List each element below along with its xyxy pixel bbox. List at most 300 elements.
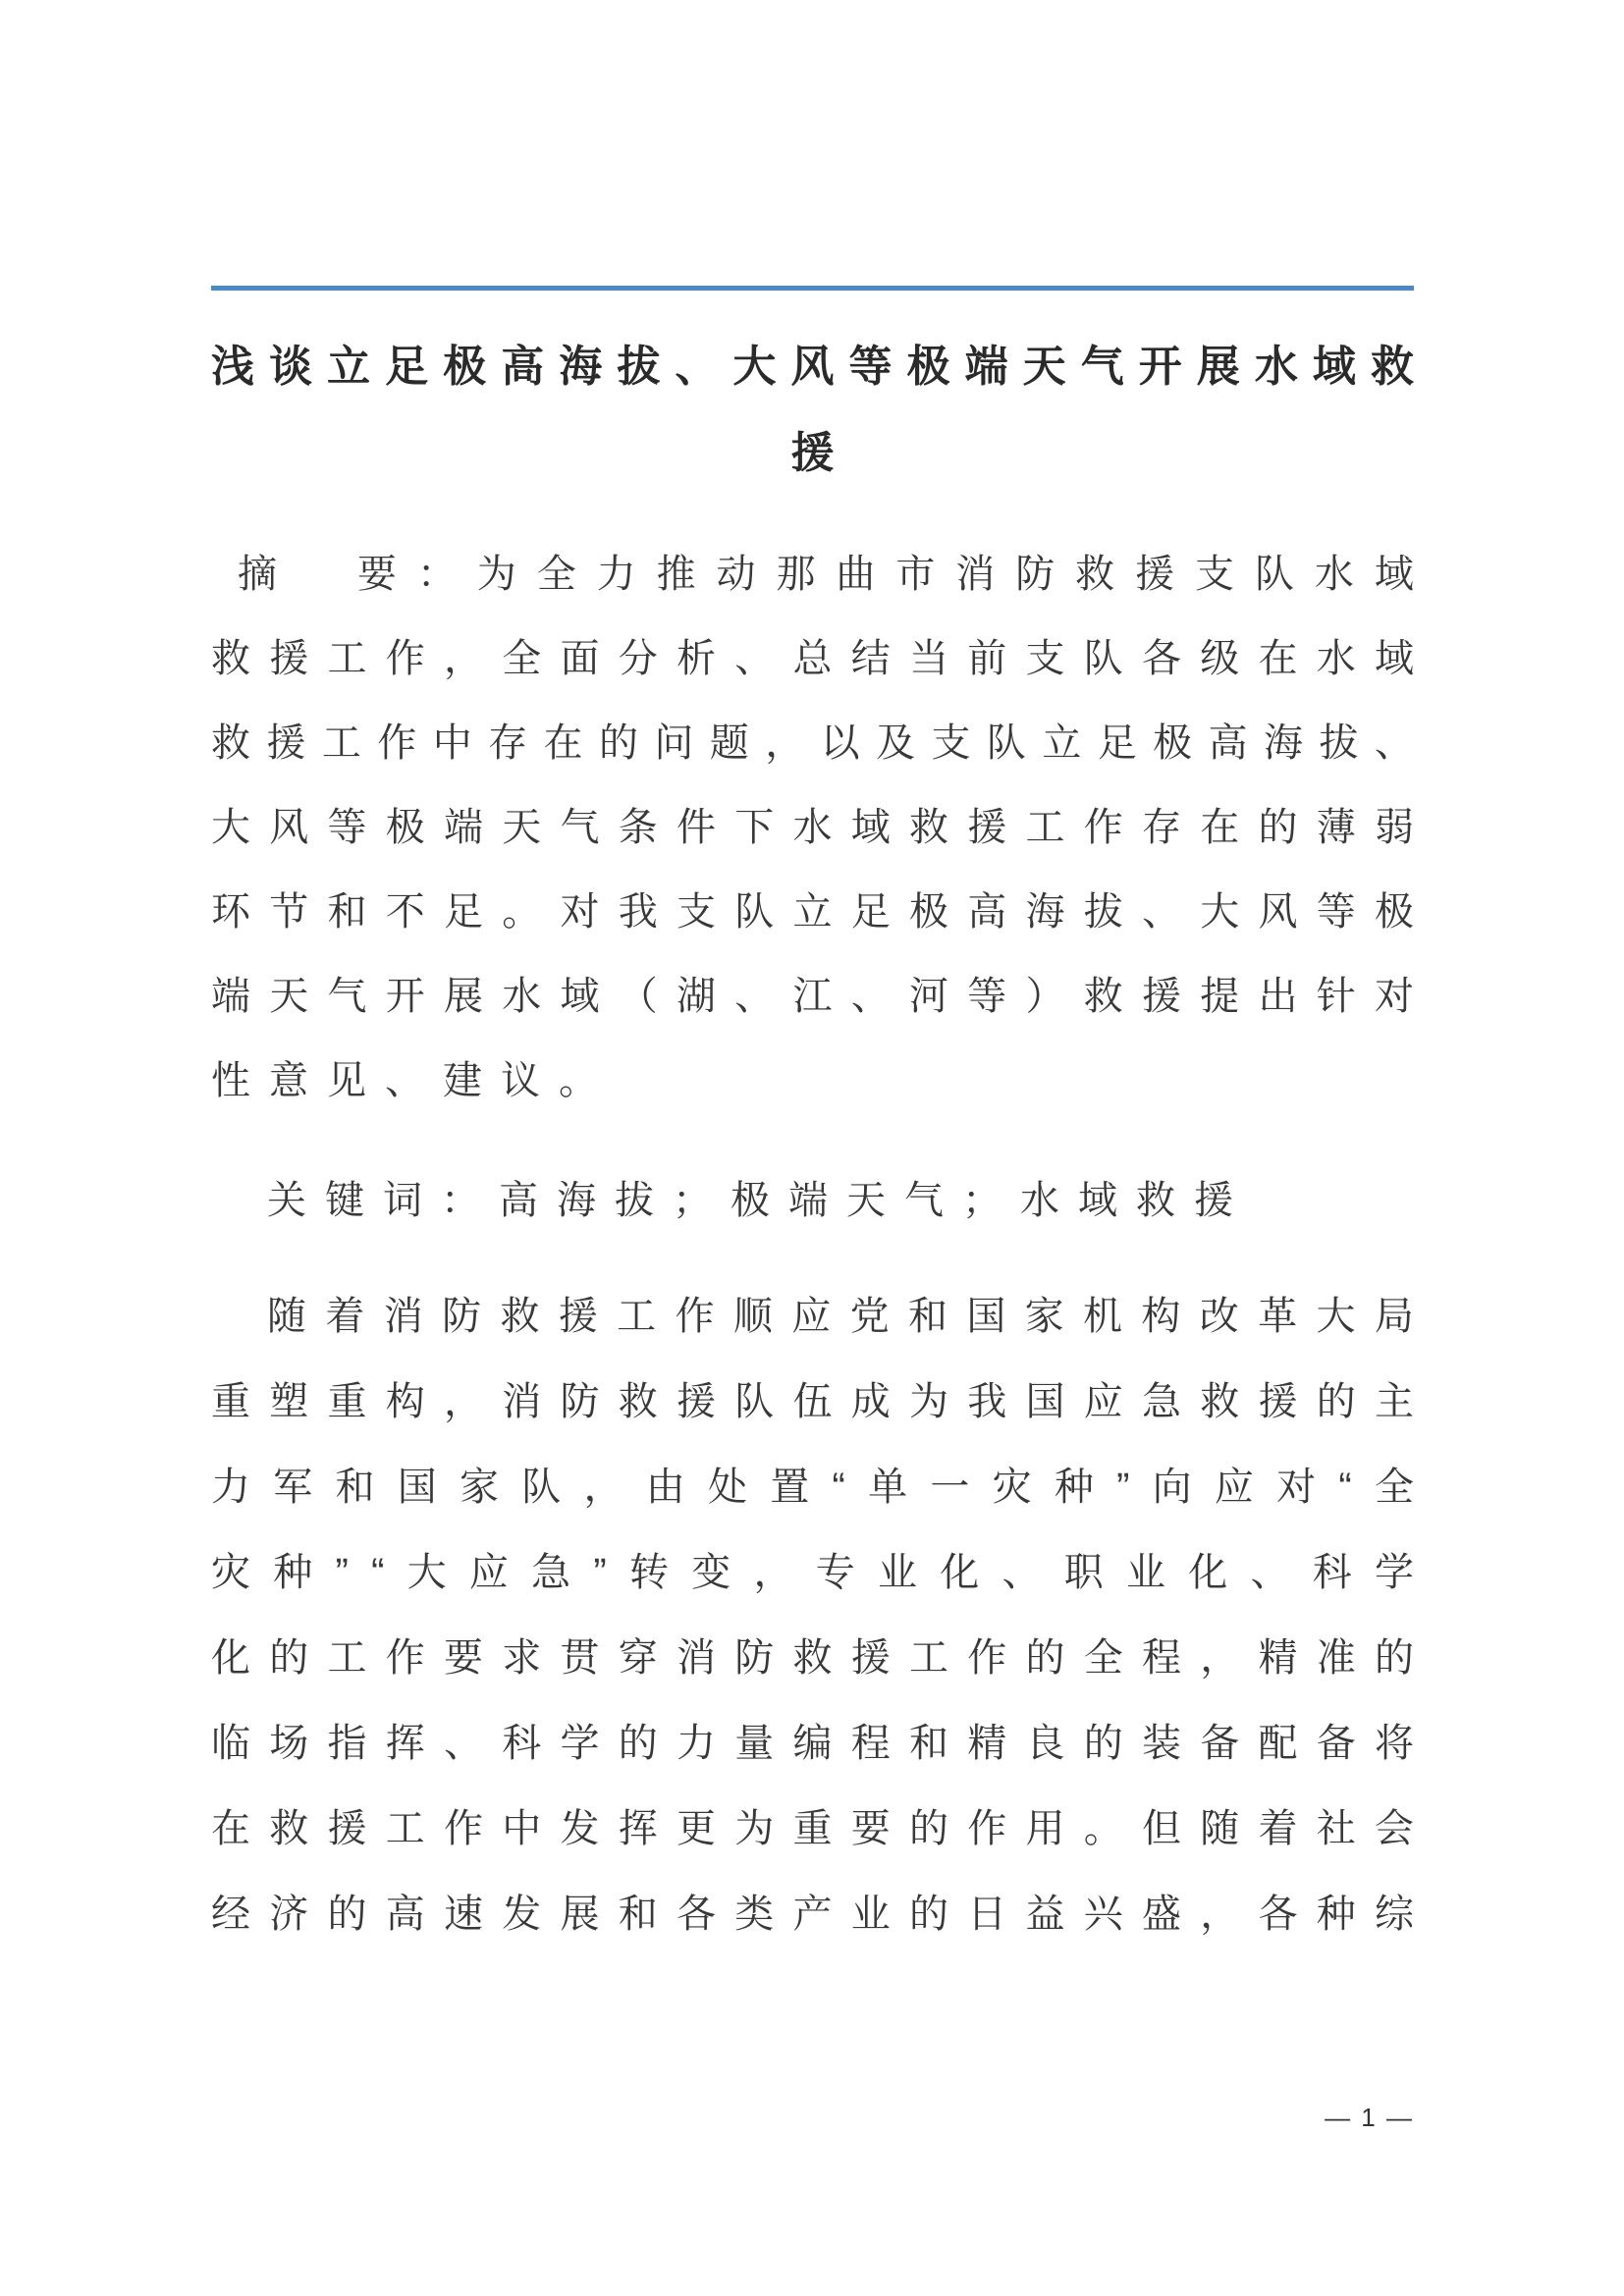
glyph: 盛	[1142, 1892, 1181, 1936]
glyph: 学	[560, 1721, 600, 1765]
glyph: 消	[383, 1294, 423, 1338]
glyph: 键	[325, 1179, 364, 1222]
glyph: 天	[846, 1179, 886, 1222]
glyph: ；	[962, 1179, 1001, 1222]
glyph: ；	[673, 1179, 712, 1222]
glyph: 着	[325, 1294, 365, 1338]
glyph: 意	[269, 1059, 308, 1102]
glyph: 。	[1083, 1806, 1123, 1850]
glyph: 成	[850, 1379, 891, 1423]
glyph: 为	[476, 553, 516, 596]
glyph: ”	[335, 1550, 349, 1594]
glyph: 应	[468, 1550, 509, 1594]
glyph: 域	[1312, 343, 1356, 391]
glyph: 水	[502, 975, 542, 1018]
glyph: 海	[1264, 721, 1304, 765]
glyph: 、	[734, 637, 775, 680]
glyph: ，	[753, 1550, 793, 1594]
glyph: 急	[531, 1550, 571, 1594]
keywords-line	[211, 1158, 1414, 1243]
page-number: — 1 —	[1325, 2103, 1414, 2132]
glyph: 的	[909, 1892, 948, 1936]
glyph: 业	[1125, 1550, 1165, 1594]
glyph: 针	[1316, 975, 1356, 1018]
glyph: 的	[1083, 1721, 1123, 1765]
glyph: 高	[385, 1892, 425, 1936]
glyph: 援	[1135, 553, 1175, 596]
glyph: 应	[791, 1294, 832, 1338]
glyph: 应	[1083, 1379, 1123, 1423]
glyph: 极	[909, 890, 948, 934]
glyph: ，	[444, 637, 483, 680]
glyph: 的	[327, 1892, 367, 1936]
glyph: 天	[1022, 343, 1066, 391]
glyph: 足	[1097, 721, 1137, 765]
glyph: 临	[211, 1721, 250, 1765]
glyph: 由	[645, 1465, 685, 1509]
glyph: 展	[560, 1892, 600, 1936]
glyph: 救	[1136, 1179, 1175, 1222]
glyph: 程	[1142, 1635, 1181, 1680]
glyph: 和	[907, 1294, 947, 1338]
glyph: 海	[1025, 890, 1065, 934]
glyph: 端	[444, 806, 483, 849]
glyph: 随	[267, 1294, 306, 1338]
glyph: 工	[617, 1294, 657, 1338]
glyph: 革	[1258, 1294, 1298, 1338]
glyph: 大	[1316, 1294, 1356, 1338]
glyph: 发	[560, 1806, 600, 1850]
glyph: 消	[955, 553, 996, 596]
glyph: 指	[327, 1721, 367, 1765]
glyph: 水	[1316, 637, 1356, 680]
glyph: 曲	[836, 553, 876, 596]
glyph: 应	[1214, 1465, 1254, 1509]
text-line	[211, 1158, 1414, 1243]
glyph: 向	[1152, 1465, 1192, 1509]
glyph: 全	[502, 637, 542, 680]
glyph: 析	[677, 637, 716, 680]
glyph: 风	[1258, 890, 1298, 934]
glyph: 端	[788, 1179, 828, 1222]
glyph: 拔	[1319, 721, 1359, 765]
glyph: 弱	[1375, 806, 1414, 849]
glyph: 种	[1316, 1892, 1356, 1936]
glyph: 立	[792, 890, 833, 934]
glyph: 工	[1025, 806, 1065, 849]
glyph: 条	[618, 806, 658, 849]
glyph: 的	[618, 1721, 658, 1765]
glyph: 各	[677, 1892, 716, 1936]
glyph: 穿	[618, 1635, 658, 1680]
glyph: 良	[1025, 1721, 1065, 1765]
glyph: 防	[734, 1635, 775, 1680]
glyph: 队	[734, 890, 775, 934]
glyph: 编	[792, 1721, 833, 1765]
glyph: 见	[327, 1059, 366, 1102]
glyph: 救	[909, 806, 948, 849]
glyph: 准	[1316, 1635, 1356, 1680]
glyph: 化	[211, 1635, 250, 1680]
glyph: ，	[444, 1379, 483, 1423]
glyph: 建	[443, 1059, 482, 1102]
glyph: 大	[211, 806, 250, 849]
document-title	[211, 324, 1414, 497]
glyph: 国	[397, 1465, 437, 1509]
glyph: 经	[211, 1892, 250, 1936]
glyph: 援	[677, 1379, 716, 1423]
glyph: 下	[734, 806, 775, 849]
glyph: 程	[850, 1721, 891, 1765]
glyph: 气	[1080, 343, 1124, 391]
glyph: 援	[1142, 975, 1181, 1018]
glyph: 薄	[1316, 806, 1356, 849]
glyph: 浅	[211, 343, 254, 391]
glyph: 机	[1083, 1294, 1123, 1338]
glyph: 谈	[269, 343, 313, 391]
glyph: 要	[850, 1806, 891, 1850]
glyph: 置	[770, 1465, 810, 1509]
glyph: 备	[1200, 1721, 1240, 1765]
glyph: 救	[269, 1806, 309, 1850]
glyph: 、	[1250, 1550, 1290, 1594]
glyph: 等	[1316, 890, 1356, 934]
glyph: 节	[269, 890, 309, 934]
glyph: 重	[211, 1379, 250, 1423]
glyph: 力	[211, 1465, 250, 1509]
glyph: 端	[964, 343, 1008, 391]
glyph: 工	[909, 1635, 948, 1680]
glyph: 济	[269, 1892, 309, 1936]
glyph: 全	[1083, 1635, 1123, 1680]
glyph: 发	[502, 1892, 542, 1936]
glyph: 域	[560, 975, 600, 1018]
glyph: 速	[444, 1892, 483, 1936]
glyph: 随	[1200, 1806, 1240, 1850]
glyph: 中	[502, 1806, 542, 1850]
glyph: 性	[211, 1059, 250, 1102]
glyph: 。	[502, 890, 542, 934]
text-line	[211, 324, 1414, 410]
text-line	[211, 954, 1414, 1039]
glyph: 河	[909, 975, 948, 1018]
glyph: 要	[356, 553, 397, 596]
glyph: 援	[1258, 1379, 1298, 1423]
glyph: 业	[850, 1892, 891, 1936]
glyph: 学	[1374, 1550, 1414, 1594]
glyph: 各	[1142, 637, 1181, 680]
glyph: 党	[849, 1294, 890, 1338]
glyph: 化	[1188, 1550, 1228, 1594]
glyph: 挥	[618, 1806, 658, 1850]
glyph: 兴	[1083, 1892, 1123, 1936]
glyph: 、	[385, 1059, 424, 1102]
glyph: 产	[792, 1892, 833, 1936]
text-line	[211, 616, 1414, 701]
glyph: 家	[1024, 1294, 1064, 1338]
glyph: 工	[327, 637, 367, 680]
glyph: 域	[850, 806, 891, 849]
glyph: 的	[1316, 1379, 1356, 1423]
glyph: 转	[628, 1550, 669, 1594]
glyph: 构	[1141, 1294, 1181, 1338]
text-line	[211, 785, 1414, 870]
glyph: 作	[444, 1806, 483, 1850]
text-line	[211, 1700, 1414, 1786]
glyph: 开	[385, 975, 425, 1018]
glyph: 构	[385, 1379, 425, 1423]
glyph: 全	[1374, 1465, 1414, 1509]
glyph: 支	[1195, 553, 1234, 596]
glyph: 大	[1200, 890, 1240, 934]
glyph: 救	[1370, 343, 1414, 391]
glyph: 气	[327, 975, 367, 1018]
glyph: 作	[1083, 806, 1123, 849]
glyph: 极	[1153, 721, 1193, 765]
glyph: 和	[909, 1721, 948, 1765]
glyph: 展	[444, 975, 483, 1018]
glyph: 动	[716, 553, 756, 596]
glyph: 救	[211, 721, 250, 765]
glyph: 的	[909, 1806, 948, 1850]
glyph: ，	[765, 721, 805, 765]
glyph: ”	[593, 1550, 607, 1594]
text-line	[211, 1273, 1414, 1359]
glyph: 天	[269, 975, 309, 1018]
glyph: 救	[1200, 1379, 1240, 1423]
glyph: 的	[269, 1635, 309, 1680]
glyph: 、	[1142, 890, 1181, 934]
glyph: 装	[1142, 1721, 1181, 1765]
glyph: 顺	[732, 1294, 773, 1338]
glyph: 重	[327, 1379, 367, 1423]
glyph: 急	[1142, 1379, 1181, 1423]
glyph: 那	[776, 553, 816, 596]
glyph: 、	[444, 1721, 483, 1765]
glyph: 天	[502, 806, 542, 849]
glyph: 各	[1258, 1892, 1298, 1936]
glyph: 在	[1200, 806, 1240, 849]
glyph: 词	[383, 1179, 422, 1222]
glyph: 防	[560, 1379, 600, 1423]
glyph: 队	[521, 1465, 562, 1509]
glyph: 的	[1375, 1635, 1414, 1680]
glyph: 高	[499, 1179, 538, 1222]
glyph: 级	[1200, 637, 1240, 680]
glyph: 作	[675, 1294, 715, 1338]
glyph: 出	[1258, 975, 1298, 1018]
glyph: 大	[732, 343, 777, 391]
glyph: 消	[502, 1379, 542, 1423]
glyph: 在	[211, 1806, 250, 1850]
glyph: 伍	[792, 1379, 833, 1423]
glyph: 益	[1025, 1892, 1065, 1936]
glyph: 市	[895, 553, 936, 596]
glyph: 、	[675, 343, 719, 391]
glyph: 提	[1200, 975, 1240, 1018]
glyph: 存	[488, 721, 528, 765]
glyph: 国	[966, 1294, 1006, 1338]
glyph: ，	[583, 1465, 623, 1509]
glyph: 队	[734, 1379, 775, 1423]
text-line	[211, 532, 1414, 616]
glyph: 救	[1083, 975, 1123, 1018]
glyph: 高	[1208, 721, 1248, 765]
text-line	[211, 701, 1414, 785]
glyph: 、	[1001, 1550, 1042, 1594]
glyph: 气	[904, 1179, 944, 1222]
glyph: 国	[1025, 1379, 1065, 1423]
glyph: 面	[560, 637, 600, 680]
glyph: 救	[618, 1379, 658, 1423]
glyph: 援	[558, 1294, 598, 1338]
glyph: 作	[377, 721, 417, 765]
glyph: 救	[500, 1294, 540, 1338]
glyph: 作	[967, 1635, 1007, 1680]
glyph: ）	[1025, 975, 1065, 1018]
glyph: 、	[850, 975, 891, 1018]
glyph: 对	[1375, 975, 1414, 1018]
glyph: 援	[790, 429, 835, 477]
glyph: 湖	[677, 975, 716, 1018]
text-line	[211, 870, 1414, 954]
glyph: “	[832, 1465, 845, 1509]
glyph: 立	[1042, 721, 1082, 765]
glyph: 结	[850, 637, 891, 680]
glyph: 在	[1258, 637, 1298, 680]
glyph: 风	[790, 343, 835, 391]
glyph: 单	[868, 1465, 908, 1509]
glyph: 科	[502, 1721, 542, 1765]
glyph	[298, 555, 337, 594]
glyph: 、	[734, 975, 775, 1018]
glyph: 防	[1015, 553, 1056, 596]
glyph: 水	[1254, 343, 1298, 391]
glyph: 拔	[615, 1179, 654, 1222]
glyph: 水	[792, 806, 833, 849]
glyph: ，	[1200, 1635, 1240, 1680]
glyph: 一	[930, 1465, 970, 1509]
glyph: ，	[1200, 1892, 1240, 1936]
glyph: 作	[967, 1806, 1007, 1850]
glyph: 综	[1375, 1892, 1414, 1936]
glyph: 极	[443, 343, 487, 391]
glyph: 改	[1199, 1294, 1239, 1338]
glyph: 和	[327, 890, 367, 934]
glyph: 要	[444, 1635, 483, 1680]
glyph: 支	[677, 890, 716, 934]
glyph: 的	[598, 721, 638, 765]
glyph: 分	[618, 637, 658, 680]
glyph: 件	[677, 806, 716, 849]
glyph: 极	[1375, 890, 1414, 934]
glyph: 求	[502, 1635, 542, 1680]
glyph: 精	[1258, 1635, 1298, 1680]
glyph: 水	[1020, 1179, 1059, 1222]
glyph: 变	[691, 1550, 731, 1594]
glyph: 的	[1258, 806, 1298, 849]
glyph: 救	[211, 637, 250, 680]
glyph: 科	[1312, 1550, 1352, 1594]
accent-rule	[211, 286, 1414, 291]
glyph: （	[618, 975, 658, 1018]
glyph: 处	[708, 1465, 747, 1509]
glyph: 高	[967, 890, 1007, 934]
glyph: 存	[1142, 806, 1181, 849]
glyph: 中	[432, 721, 472, 765]
glyph: 题	[709, 721, 749, 765]
glyph: 足	[444, 890, 483, 934]
glyph: 局	[1374, 1294, 1414, 1338]
glyph: 会	[1375, 1806, 1414, 1850]
glyph: 日	[967, 1892, 1007, 1936]
glyph: 救	[792, 1635, 833, 1680]
glyph: 种	[1054, 1465, 1094, 1509]
glyph: 作	[385, 637, 425, 680]
glyph: 议	[501, 1059, 540, 1102]
glyph: 主	[1375, 1379, 1414, 1423]
glyph: 救	[1075, 553, 1115, 596]
glyph: 气	[560, 806, 600, 849]
glyph: 对	[560, 890, 600, 934]
glyph: 等	[327, 806, 367, 849]
glyph: 工	[385, 1806, 425, 1850]
glyph: 域	[1078, 1179, 1117, 1222]
glyph: 力	[677, 1721, 716, 1765]
glyph: 着	[1258, 1806, 1298, 1850]
glyph: 援	[967, 806, 1007, 849]
glyph: 风	[269, 806, 309, 849]
glyph: 工	[327, 1635, 367, 1680]
glyph: 为	[909, 1379, 948, 1423]
glyph: 。	[559, 1059, 598, 1102]
glyph: 作	[385, 1635, 425, 1680]
text-line	[211, 1529, 1414, 1615]
glyph: 我	[967, 1379, 1007, 1423]
glyph: 在	[543, 721, 583, 765]
text-line	[211, 1615, 1414, 1700]
glyph: 海	[557, 1179, 596, 1222]
glyph: 摘	[238, 553, 277, 596]
glyph: 全	[536, 553, 576, 596]
glyph: 关	[267, 1179, 306, 1222]
glyph: 对	[1276, 1465, 1317, 1509]
glyph: 挥	[385, 1721, 425, 1765]
glyph: “	[1338, 1465, 1352, 1509]
glyph: 等	[967, 975, 1007, 1018]
glyph: 职	[1063, 1550, 1104, 1594]
text-line	[211, 1871, 1414, 1956]
glyph: 防	[442, 1294, 482, 1338]
glyph: ：	[441, 1179, 480, 1222]
glyph: 海	[559, 343, 603, 391]
glyph: 等	[848, 343, 893, 391]
glyph: 和	[618, 1892, 658, 1936]
glyph: 足	[385, 343, 429, 391]
glyph: 以	[820, 721, 860, 765]
glyph: 的	[1025, 1635, 1065, 1680]
glyph: 环	[211, 890, 250, 934]
glyph: 域	[1375, 637, 1414, 680]
glyph: 队	[1083, 637, 1123, 680]
glyph: 军	[273, 1465, 313, 1509]
glyph: 社	[1316, 1806, 1356, 1850]
glyph: 更	[677, 1806, 716, 1850]
glyph: 专	[815, 1550, 855, 1594]
glyph: 量	[734, 1721, 775, 1765]
glyph: 拔	[617, 343, 661, 391]
glyph: 种	[273, 1550, 313, 1594]
